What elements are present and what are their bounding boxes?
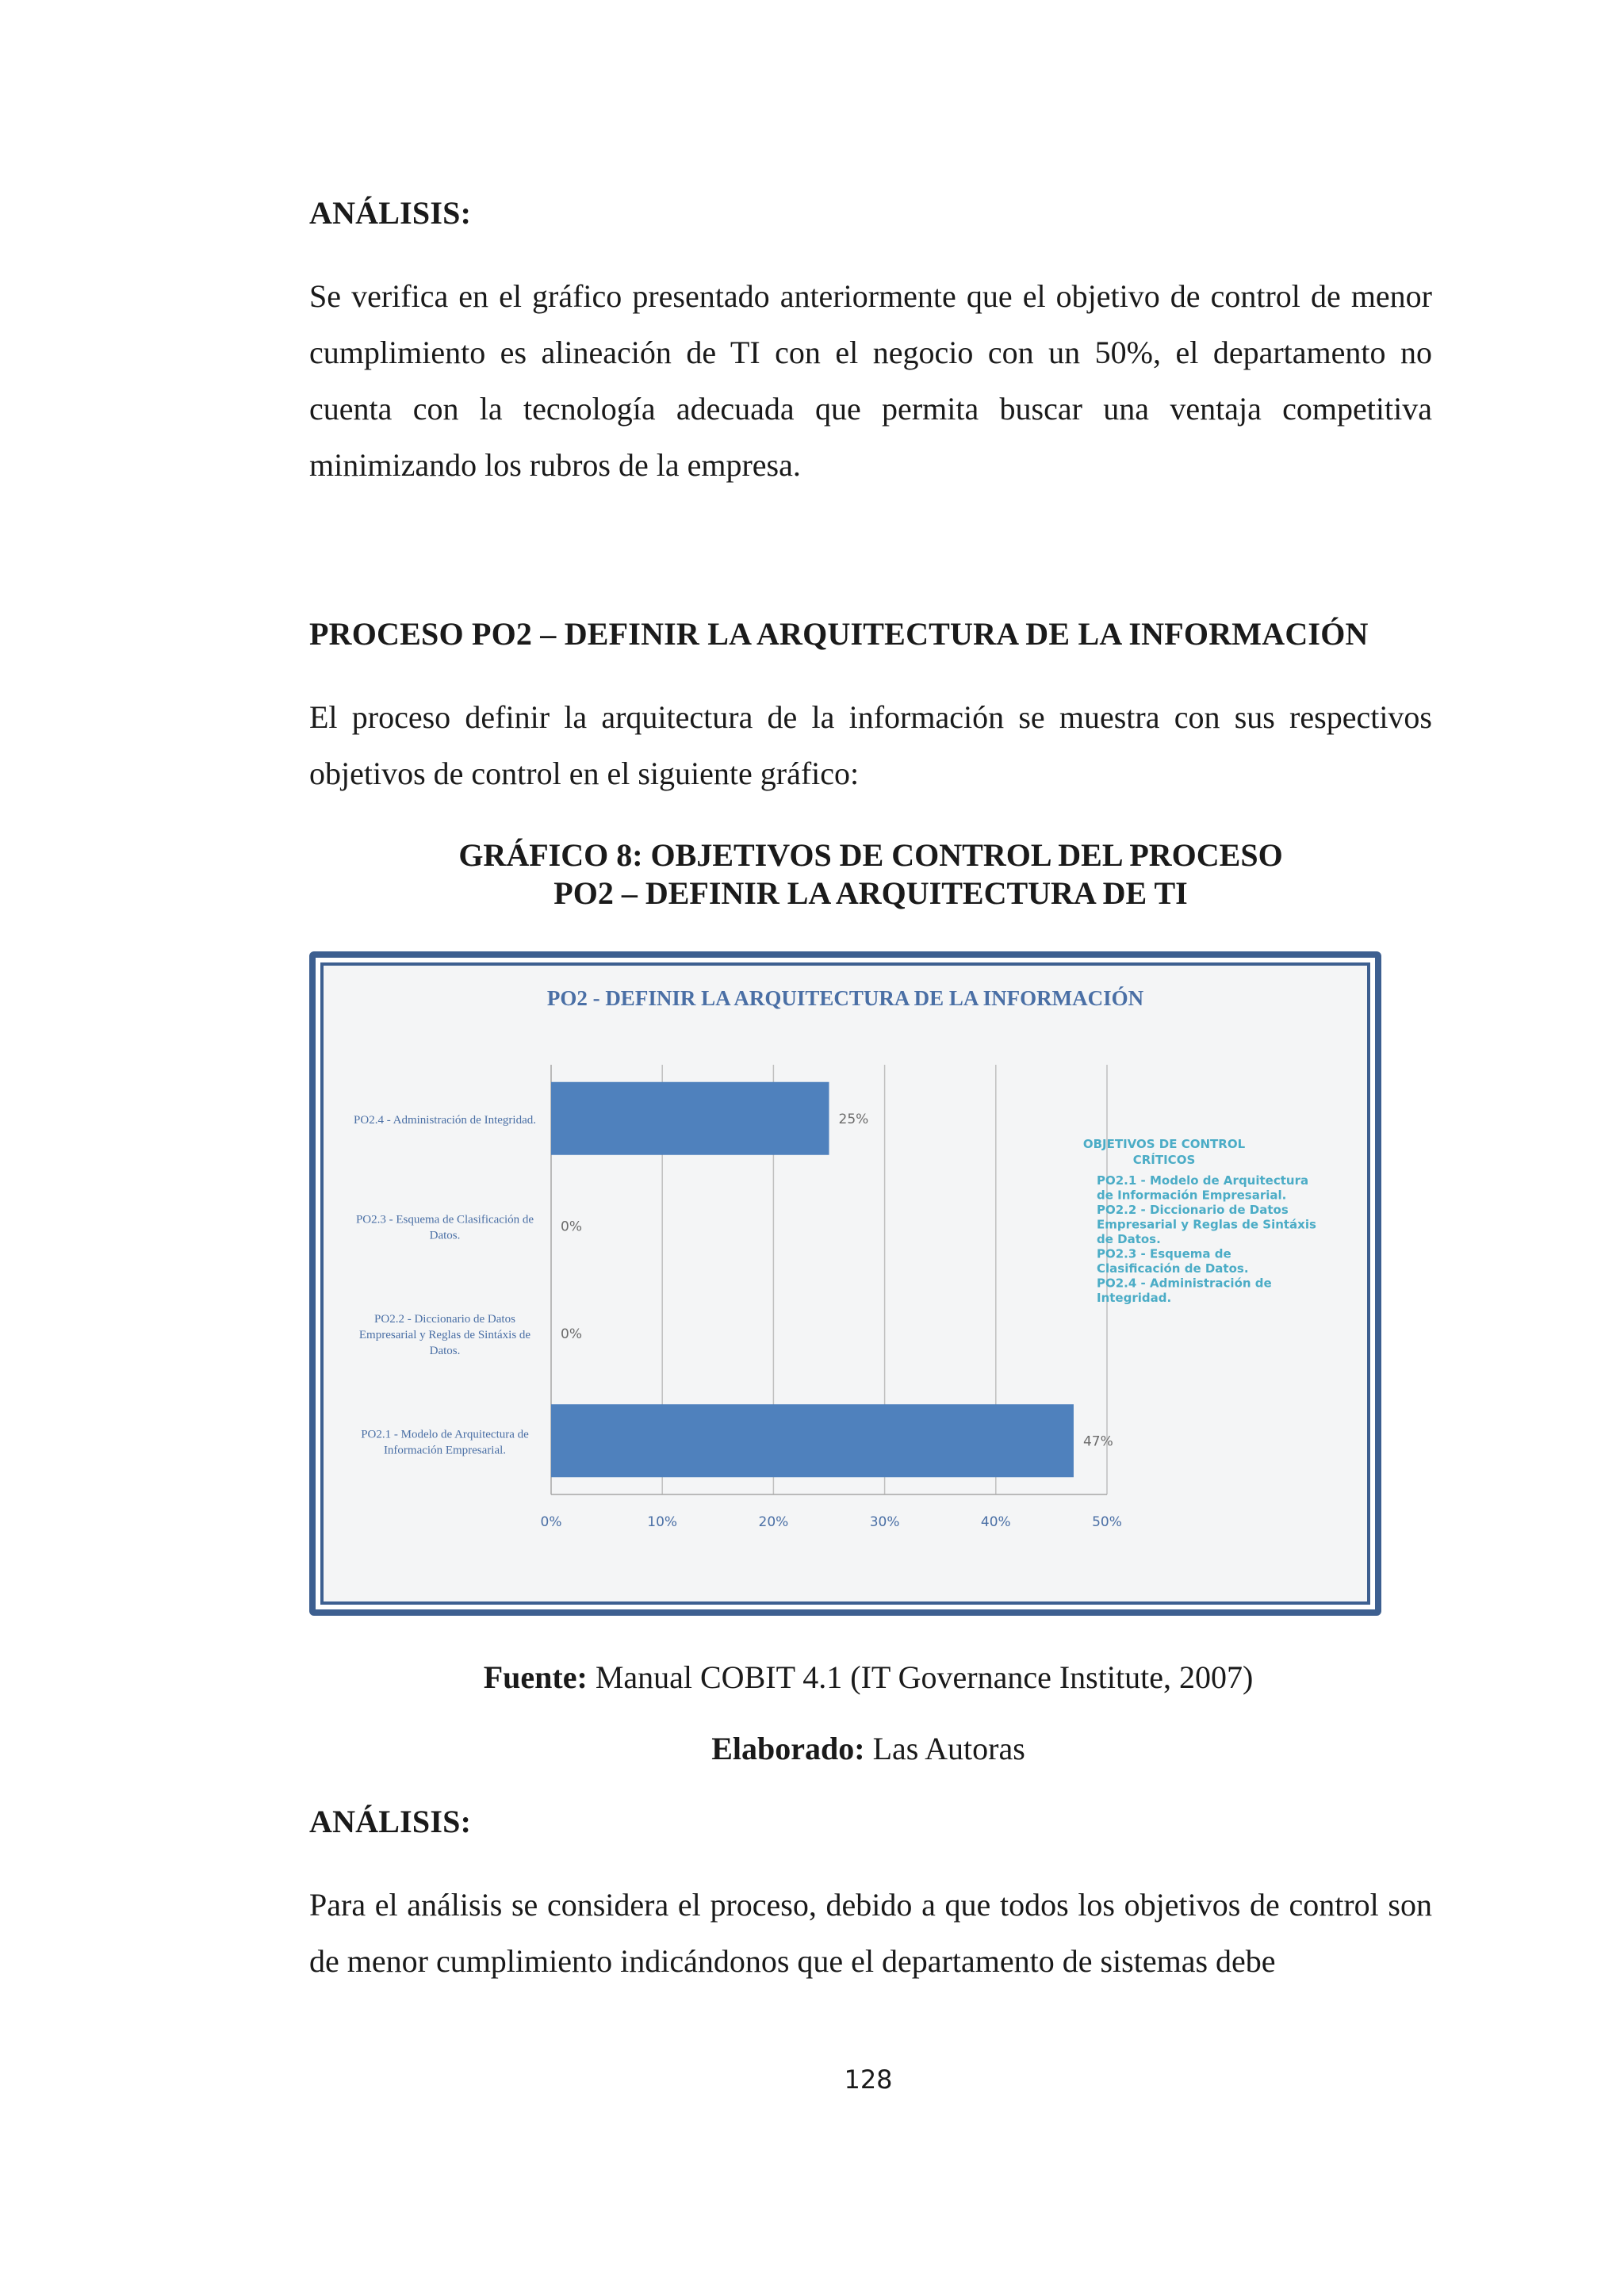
legend-title: OBJETIVOS DE CONTROL: [1082, 1137, 1246, 1151]
figure-source: [0, 1659, 1624, 1696]
analysis-heading-2: ANÁLISIS:: [309, 1804, 472, 1839]
analysis-paragraph-1: Se verifica en el gráfico presentado anteriormente que el objetivo de control de menor cumplimiento es alineación de TI con el negocio con un 50%, el departamento no cuenta con la tecnología adecuada que permita buscar una ventaja competitiva minimizando los rubros de la empresa.: [309, 278, 1432, 483]
analysis-paragraph-2: Para el análisis se considera el proceso, debido a que todos los objetivos de control son de menor cumplimiento indicándonos que el departamento de sistemas debe: [309, 1887, 1432, 1979]
bar: [551, 1082, 829, 1155]
category-label: PO2.3 - Esquema de Clasificación de: [355, 1213, 534, 1226]
category-label: Empresarial y Reglas de Sintáxis de: [358, 1328, 531, 1341]
bar-value-label: 25%: [838, 1111, 869, 1127]
page-number: 128: [844, 2064, 893, 2095]
bar-value-label: 47%: [1082, 1433, 1113, 1450]
bar-value-label: 0%: [561, 1326, 582, 1342]
x-tick-label: 20%: [758, 1514, 789, 1530]
figure-caption-line2: PO2 – DEFINIR LA ARQUITECTURA DE TI: [553, 875, 1188, 911]
source-text: Manual COBIT 4.1 (IT Governance Institute, 2007): [595, 1659, 1254, 1695]
legend-line: PO2.3 - Esquema de: [1097, 1246, 1231, 1261]
bar: [551, 1404, 1074, 1477]
process-paragraph: El proceso definir la arquitectura de la información se muestra con sus respectivos objetivos de control en el siguiente gráfico:: [309, 699, 1432, 791]
category-label: PO2.1 - Modelo de Arquitectura de: [361, 1428, 529, 1441]
legend-title: CRÍTICOS: [1132, 1153, 1196, 1167]
x-tick-label: 0%: [540, 1514, 562, 1530]
legend-line: PO2.2 - Diccionario de Datos: [1097, 1203, 1289, 1217]
x-tick-label: 30%: [869, 1514, 900, 1530]
legend-line: Empresarial y Reglas de Sintáxis: [1097, 1217, 1316, 1232]
legend-line: PO2.1 - Modelo de Arquitectura: [1097, 1173, 1309, 1188]
legend-line: de Datos.: [1097, 1232, 1161, 1246]
figure-caption: [309, 836, 1432, 913]
figure-elaborated: [0, 1730, 1624, 1767]
chart-title: PO2 - DEFINIR LA ARQUITECTURA DE LA INFORMACIÓN: [546, 986, 1144, 1010]
category-label: Datos.: [429, 1229, 461, 1242]
category-label: Datos.: [429, 1344, 461, 1357]
chart-frame: [309, 951, 1381, 1616]
analysis-heading-1: ANÁLISIS:: [309, 195, 472, 231]
x-tick-label: 50%: [1092, 1514, 1122, 1530]
bar-value-label: 0%: [561, 1219, 582, 1235]
bar-chart: [324, 966, 1367, 1601]
elaborated-text: Las Autoras: [872, 1731, 1025, 1766]
x-tick-label: 10%: [647, 1514, 678, 1530]
x-tick-label: 40%: [980, 1514, 1011, 1530]
process-heading: PROCESO PO2 – DEFINIR LA ARQUITECTURA DE LA INFORMACIÓN: [309, 616, 1369, 652]
legend-line: Integridad.: [1097, 1291, 1172, 1305]
category-label: PO2.4 - Administración de Integridad.: [354, 1113, 536, 1127]
figure-caption-line1: GRÁFICO 8: OBJETIVOS DE CONTROL DEL PROCESO: [458, 837, 1283, 873]
source-label: Fuente:: [483, 1659, 588, 1695]
category-label: Información Empresarial.: [383, 1444, 507, 1457]
legend-line: de Información Empresarial.: [1097, 1188, 1287, 1203]
legend-line: Clasificación de Datos.: [1097, 1261, 1249, 1276]
legend-line: PO2.4 - Administración de: [1097, 1276, 1272, 1291]
category-label: PO2.2 - Diccionario de Datos: [374, 1312, 515, 1326]
elaborated-label: Elaborado:: [711, 1731, 865, 1766]
